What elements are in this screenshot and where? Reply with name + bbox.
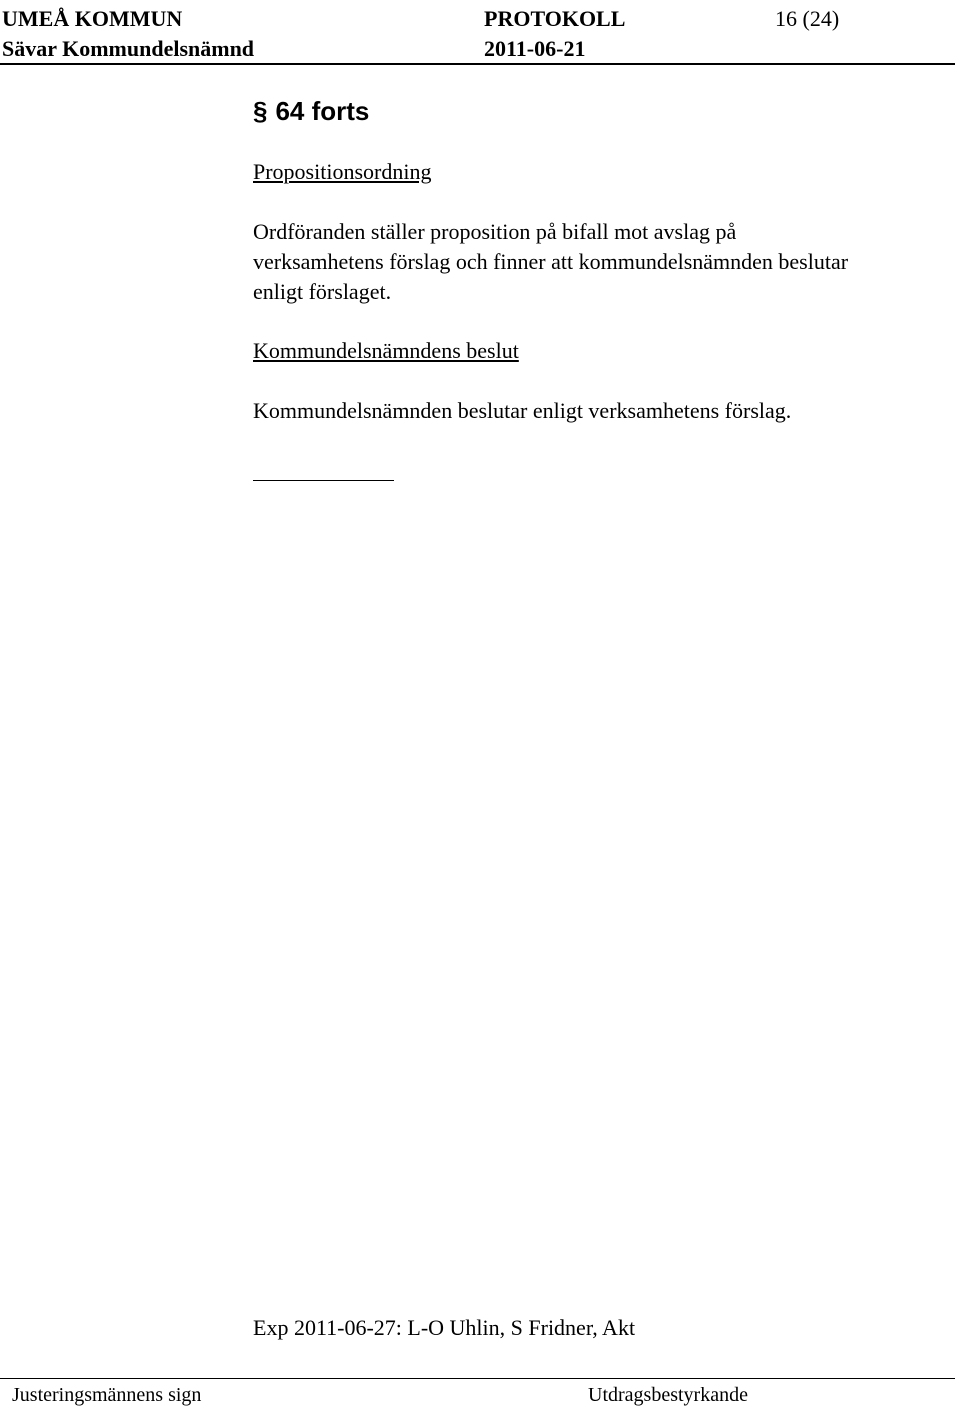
expedition-note: Exp 2011-06-27: L-O Uhlin, S Fridner, Akt (253, 1315, 636, 1340)
paragraph-line: enligt förslaget. (253, 279, 392, 304)
document-type: PROTOKOLL (484, 6, 626, 31)
subheading-beslut: Kommundelsnämndens beslut (253, 338, 519, 363)
board-name: Sävar Kommundelsnämnd (2, 36, 255, 61)
paragraph-line: verksamhetens förslag och finner att kommundelsnämnden beslutar (253, 249, 849, 274)
section-title-text: 64 forts (275, 96, 370, 126)
footer-certification-label: Utdragsbestyrkande (588, 1384, 748, 1406)
paragraph-proposition (253, 217, 953, 307)
section-title (253, 96, 369, 126)
meeting-date: 2011-06-21 (484, 36, 586, 61)
organization-name: UMEÅ KOMMUN (2, 6, 183, 31)
paragraph-line: Ordföranden ställer proposition på bifall mot avslag på (253, 219, 737, 244)
page-number: 16 (24) (775, 6, 840, 31)
paragraph-symbol: § (253, 96, 268, 126)
footer-signature-label: Justeringsmännens sign (12, 1384, 202, 1406)
subheading-propositionsordning: Propositionsordning (253, 159, 432, 184)
footer-divider (0, 1378, 955, 1379)
paragraph-beslut: Kommundelsnämnden beslutar enligt verksamhetens förslag. (253, 398, 792, 423)
section-end-rule (253, 480, 394, 481)
header-divider (0, 63, 955, 65)
